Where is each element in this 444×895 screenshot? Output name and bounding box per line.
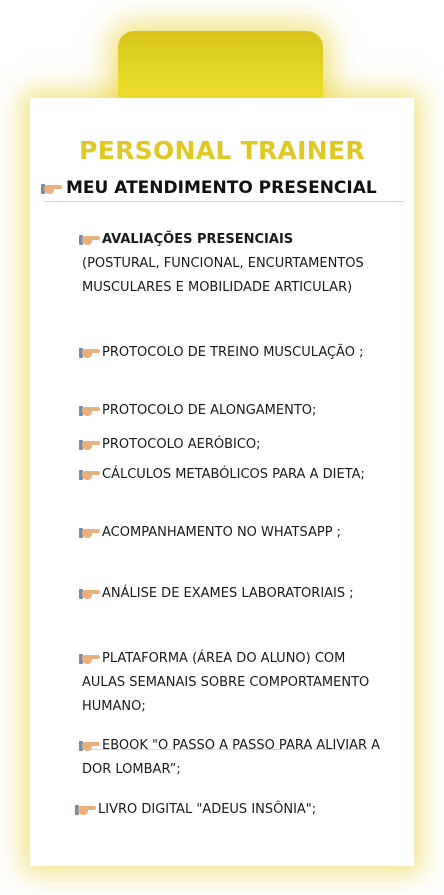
item-label: PROTOCOLO AERÓBICO;	[102, 437, 261, 452]
item-label: PROTOCOLO DE TREINO MUSCULAÇÃO ;	[102, 345, 364, 360]
subtitle-row	[44, 178, 404, 202]
item-strong-label: AVALIAÇÕES PRESENCIAIS	[102, 232, 294, 247]
item-label: PROTOCOLO DE ALONGAMENTO;	[102, 403, 317, 418]
list-item-whatsapp	[82, 521, 382, 545]
item-label: LIVRO DIGITAL "ADEUS INSÔNIA";	[98, 802, 317, 817]
section-subtitle: MEU ATENDIMENTO PRESENCIAL	[66, 178, 377, 198]
pointing-hand-icon	[82, 438, 98, 449]
item-label: ANÁLISE DE EXAMES LABORATORIAIS ;	[102, 586, 354, 601]
page-title: PERSONAL TRAINER	[79, 136, 365, 165]
list-item-ebook	[82, 734, 382, 782]
pointing-hand-icon	[44, 182, 62, 194]
pointing-hand-icon	[82, 468, 98, 479]
pointing-hand-icon	[78, 803, 94, 814]
pointing-hand-icon	[82, 739, 98, 750]
list-item-avaliacoes	[82, 228, 382, 300]
pointing-hand-icon	[82, 233, 98, 244]
item-label: ACOMPANHAMENTO NO WHATSAPP ;	[102, 525, 342, 540]
list-item-protocolo-alongamento	[82, 399, 382, 423]
list-item-protocolo-treino	[82, 341, 382, 365]
list-item-protocolo-aerobico	[82, 433, 382, 457]
pointing-hand-icon	[82, 404, 98, 415]
item-label: PLATAFORMA (ÁREA DO ALUNO) COM AULAS SEMANAIS SOBRE COMPORTAMENTO HUMANO;	[82, 651, 370, 714]
list-item-calculos	[82, 463, 382, 487]
item-label: EBOOK "O PASSO A PASSO PARA ALIVIAR A DOR LOMBAR”;	[82, 738, 381, 777]
pointing-hand-icon	[82, 652, 98, 663]
item-label: CÁLCULOS METABÓLICOS PARA A DIETA;	[102, 467, 365, 482]
list-item-exames	[82, 582, 382, 606]
item-label: (POSTURAL, FUNCIONAL, ENCURTAMENTOS MUSCULARES E MOBILIDADE ARTICULAR)	[82, 256, 364, 295]
services-card	[30, 98, 414, 866]
list-item-plataforma	[82, 647, 382, 719]
list-item-livro-digital	[78, 798, 378, 822]
pointing-hand-icon	[82, 346, 98, 357]
pointing-hand-icon	[82, 587, 98, 598]
pointing-hand-icon	[82, 526, 98, 537]
